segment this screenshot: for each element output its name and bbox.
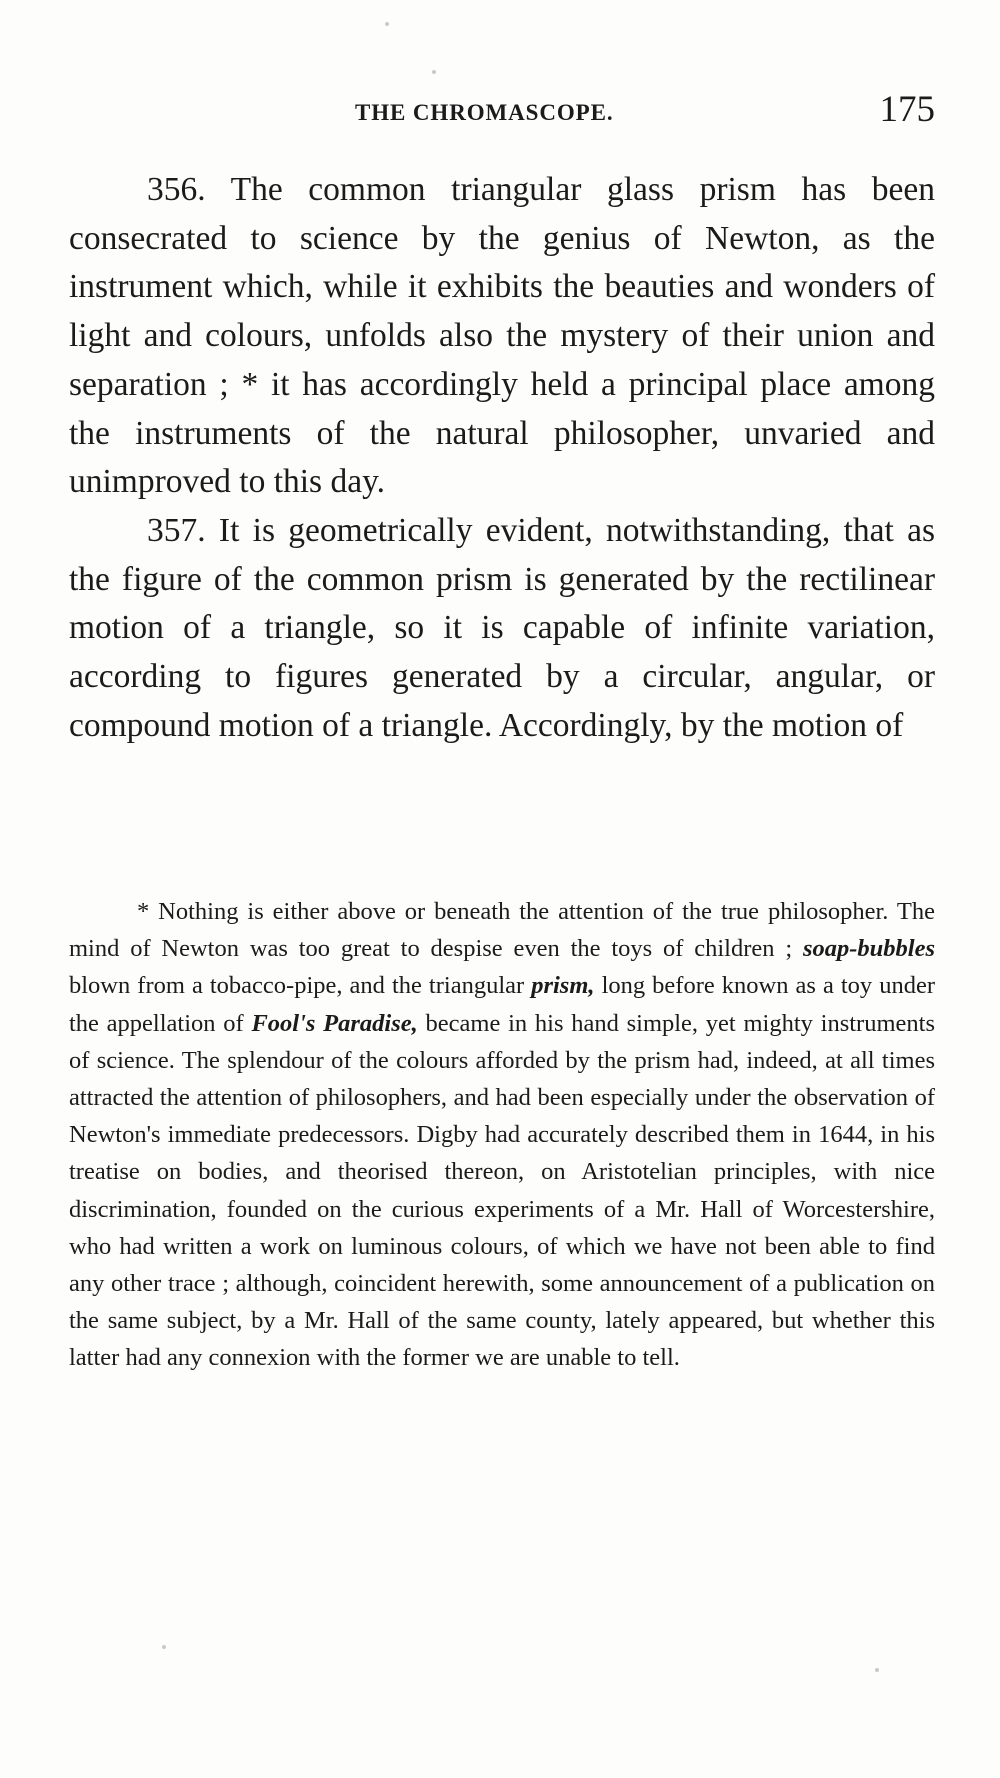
footnote-italic-prism: prism, xyxy=(531,972,595,1000)
paper-speck xyxy=(432,70,436,74)
page-header xyxy=(70,88,935,138)
paper-speck xyxy=(385,22,389,26)
paragraph-356: 356. The common triangular glass prism has been consecrated to science by the genius of Newton, as the instrument which, while it exhibits the beauties and wonders of light and colours, unfolds also the mystery of their union and separation ; * it has accordingly held a principal place among the instruments of the natural philosopher, unvaried and unimproved to this day. xyxy=(69,171,935,501)
page-number: 175 xyxy=(879,89,935,130)
footnote-paragraph xyxy=(69,893,935,1377)
running-head: THE CHROMASCOPE. xyxy=(355,100,614,125)
paper-speck xyxy=(162,1645,166,1649)
paper-speck xyxy=(875,1668,879,1672)
footnote-italic-soap-bubbles: soap-bubbles xyxy=(802,935,935,963)
footnote-text-4: became in his hand simple, yet mighty instruments of science. The splendour of the colours afforded by the prism had, indeed, at all times attracted the attention of philosophers, and had been especially under the observation of Newton's immediate predecessors. Digby had accurately described them in 1644, in his treatise on bodies, and theorised thereon, on Aristotelian principles, with nice discrimination, founded on the curious experiments of a Mr. Hall of Worcestershire, who had written a work on luminous colours, of which we have not been able to find any other trace ; although, coincident herewith, some announcement of a publication on the same subject, by a Mr. Hall of the same county, lately appeared, but whether this latter had any connexion with the former we are unable to tell. xyxy=(69,1009,935,1372)
footnote xyxy=(69,893,935,1377)
footnote-text-2: blown from a tobacco-pipe, and the triangular xyxy=(69,972,532,1000)
main-text xyxy=(69,166,935,750)
footnote-italic-fools-paradise: Fool's Paradise, xyxy=(251,1009,418,1037)
footnote-text-1: * Nothing is either above or beneath the attention of the true philosopher. The mind of Newton was too great to despise even the toys of children ; xyxy=(69,898,935,963)
footnote-text-3: long before known as a toy under the appellation of xyxy=(69,972,935,1037)
paragraph-357: 357. It is geometrically evident, notwithstanding, that as the figure of the common prism is generated by the rectilinear motion of a triangle, so it is capable of infinite variation, according to figures generated by a circular, angular, or compound motion of a triangle. Accordingly, by the motion of xyxy=(69,511,935,744)
